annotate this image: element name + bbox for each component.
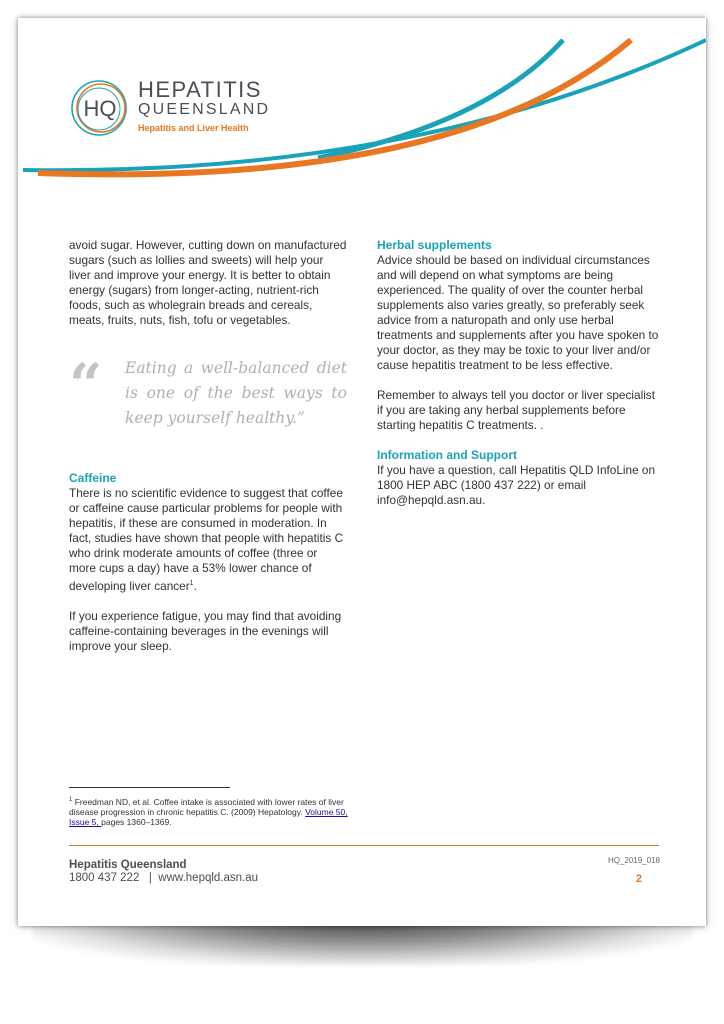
caffeine-paragraph-1-text: There is no scientific evidence to suggest that coffee or caffeine cause particular problems for people with hepatitis, if these are consumed in moderation. In fact, studies have shown that people with hepatitis C who drink moderate amounts of coffee (three or more cups a day) have a 53% lower chance of developing liver cancer: [69, 486, 344, 593]
document-code: HQ_2019_018: [607, 856, 660, 865]
footnote-text-before: Freedman ND, et al. Coffee intake is associated with lower rates of liver disease progression in chronic hepatitis C. (2009) Hepatology.: [69, 796, 344, 817]
footnote-divider: [69, 787, 230, 788]
hepatitis-queensland-logo: [68, 76, 271, 140]
footnote-ref-1[interactable]: 1: [189, 580, 194, 587]
footer-divider: [69, 845, 659, 846]
document-page: [18, 18, 706, 926]
caffeine-paragraph-1-end: .: [193, 578, 197, 593]
logo-title: HEPATITIS: [138, 77, 262, 102]
page-number: 2: [635, 873, 642, 885]
pull-quote-text: Eating a well-balanced diet is one of the best ways to keep yourself healthy.”: [125, 359, 347, 427]
info-support-paragraph: If you have a question, call Hepatitis QLD InfoLine on 1800 HEP ABC (1800 437 222) or email info@hepqld.asn.au.: [377, 463, 656, 507]
info-support-heading: Information and Support: [377, 448, 517, 462]
right-column: [377, 238, 659, 508]
herbal-paragraph-2: Remember to always tell you doctor or liver specialist if you are taking any herbal supplements before starting hepatitis C treatments. .: [377, 388, 655, 432]
footnote-number: 1: [69, 797, 73, 803]
swoosh-teal-upper: [318, 40, 563, 158]
logo-tagline: Hepatitis and Liver Health: [138, 123, 249, 133]
logo-subtitle: QUEENSLAND: [138, 101, 271, 118]
hq-logo-icon: [68, 76, 132, 140]
herbal-heading: Herbal supplements: [377, 238, 492, 252]
caffeine-paragraph-2: If you experience fatigue, you may find that avoiding caffeine-containing beverages in the evenings will improve your sleep.: [69, 608, 342, 653]
footnote-volume-link[interactable]: Volume 50, Issue 5,: [69, 806, 348, 827]
footnote-text-after: pages 1360–1369.: [101, 816, 172, 827]
footer-organisation: Hepatitis Queensland: [69, 859, 187, 871]
caffeine-paragraph-1: [69, 486, 347, 594]
herbal-paragraph-1: Advice should be based on individual circumstances and will depend on what symptoms are being experienced. The quality of over the counter herbal supplements also varies greatly, so preferably seek advice from a naturopath and only use herbal treatments and supplements after you have spoken to your doctor, as they may be toxic to your liver and/or cause hepatitis treatment to be less effective.: [377, 253, 659, 372]
caffeine-section: [69, 471, 347, 654]
intro-paragraph: avoid sugar. However, cutting down on manufactured sugars (such as lollies and sweets) will help your liver and improve your energy. It is better to obtain energy (sugars) from longer-acting, nutrient-rich foods, such as wholegrain breads and cereals, meats, fruits, nuts, fish, tofu or vegetables.: [69, 238, 347, 327]
caffeine-heading: Caffeine: [69, 471, 117, 485]
logo-mark-text: HQ: [83, 96, 117, 121]
quote-mark-icon: “: [69, 351, 103, 419]
footer-contact: 1800 437 222 | www.hepqld.asn.au: [69, 872, 259, 884]
footnote: [69, 795, 349, 827]
pull-quote: [69, 351, 347, 436]
left-column: [69, 238, 347, 653]
